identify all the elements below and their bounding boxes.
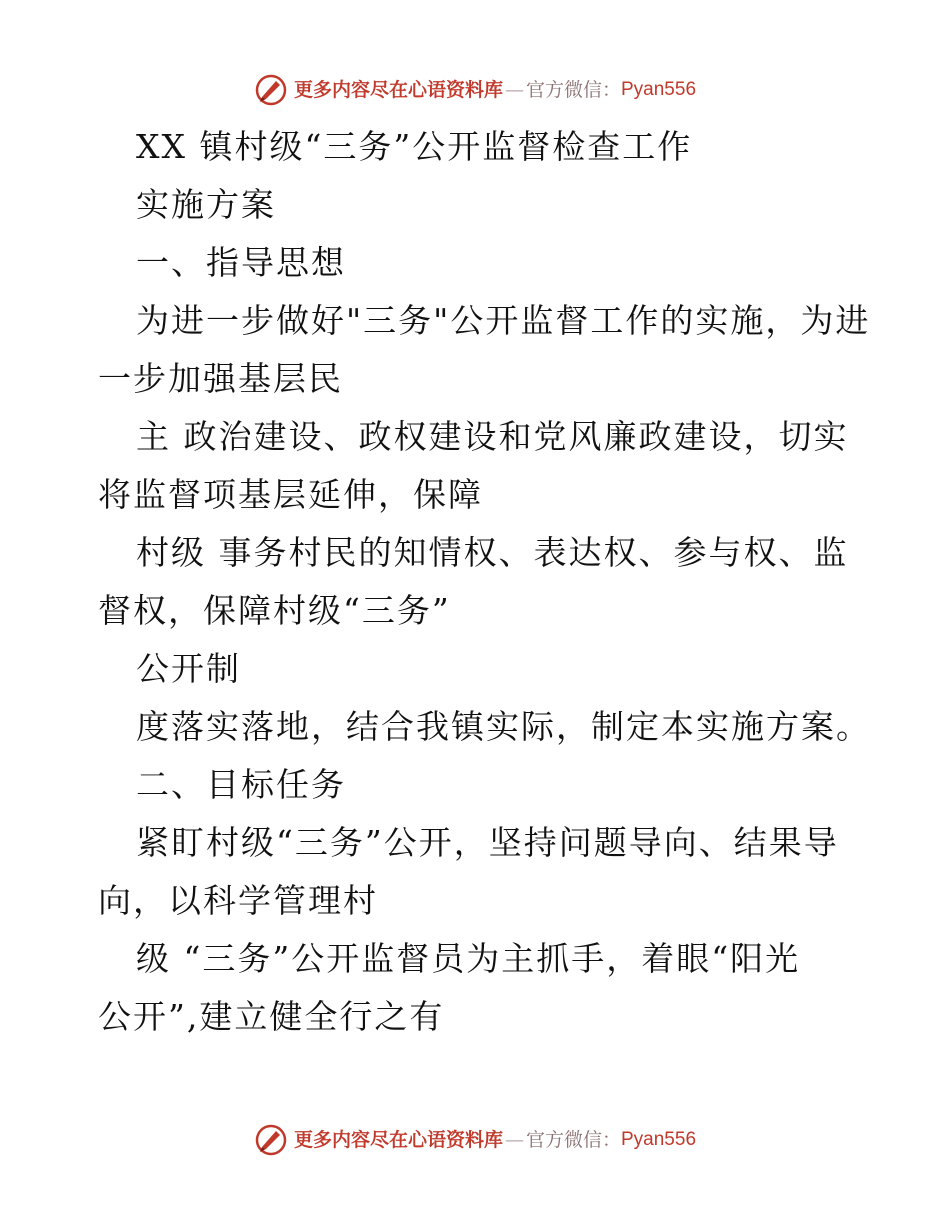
watermark-separator: — — [504, 1129, 524, 1151]
doc-line: 主 政治建设、政权建设和党风廉政建设，切实 — [136, 417, 849, 456]
doc-line: 村级 事务村民的知情权、表达权、参与权、监 — [136, 533, 849, 572]
pen-logo-icon — [254, 1123, 288, 1157]
watermark-wechat-id: Pyan556 — [621, 1129, 697, 1150]
doc-line: 紧盯村级“三务”公开，坚持问题导向、结果导 — [136, 823, 839, 862]
document-body — [98, 118, 871, 1046]
watermark-separator: — — [504, 79, 524, 101]
doc-line-heading-1: 一、指导思想 — [136, 243, 346, 282]
watermark-sub-text: 官方微信： — [525, 79, 621, 101]
watermark-main-text: 更多内容尽在心语资料库 — [293, 79, 503, 101]
doc-line: 一步加强基层民 — [98, 359, 343, 398]
footer-watermark — [0, 1120, 950, 1160]
doc-line: 为进一步做好"三务"公开监督工作的实施，为进 — [136, 301, 871, 340]
doc-line-subtitle: 实施方案 — [136, 185, 276, 224]
pen-logo-icon — [254, 73, 288, 107]
doc-line: 向，以科学管理村 — [98, 881, 378, 920]
doc-line: 级 “三务”公开监督员为主抓手，着眼“阳光 — [136, 939, 801, 978]
header-watermark — [0, 70, 950, 110]
watermark-sub-text: 官方微信： — [525, 1129, 621, 1151]
doc-line: 将监督项基层延伸，保障 — [98, 475, 483, 514]
doc-line: 度落实落地，结合我镇实际，制定本实施方案。 — [136, 707, 871, 746]
doc-line-heading-2: 二、目标任务 — [136, 765, 346, 804]
watermark-main-text: 更多内容尽在心语资料库 — [293, 1129, 503, 1151]
watermark-wechat-id: Pyan556 — [621, 79, 697, 100]
doc-line: 督权，保障村级“三务” — [98, 591, 451, 630]
doc-line: 公开”,建立健全行之有 — [98, 997, 445, 1036]
doc-line: 公开制 — [136, 649, 241, 688]
doc-line-title: XX 镇村级“三务”公开监督检查工作 — [136, 127, 693, 166]
